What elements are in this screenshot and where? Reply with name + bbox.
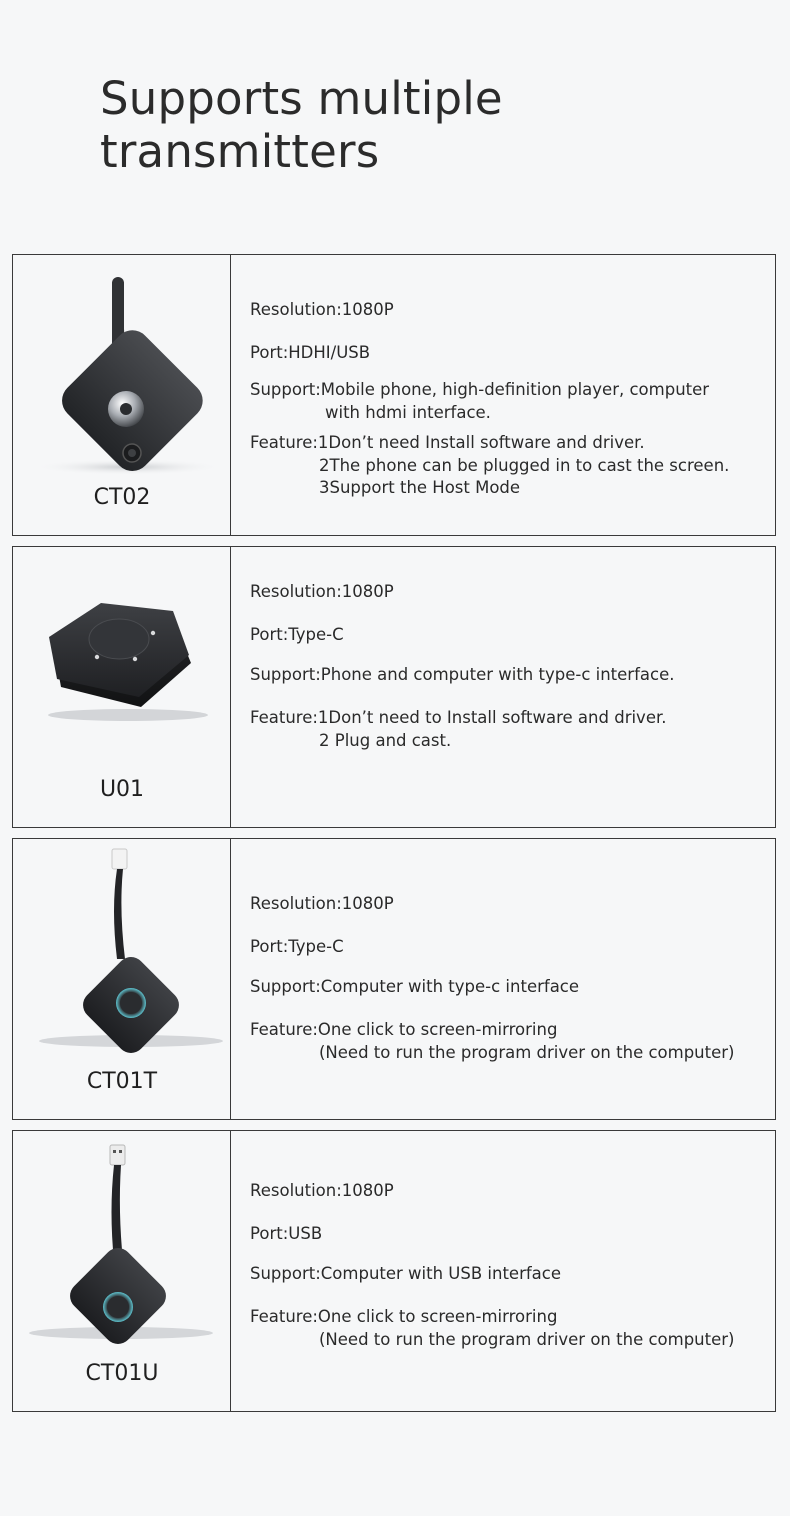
product-image-cell (13, 1131, 231, 1411)
spec-feature-line: 2 Plug and cast. (319, 730, 452, 750)
spec-feature-line: Feature:One click to screen-mirroring (250, 1020, 558, 1039)
product-card-u01 (12, 546, 776, 828)
spec-feature (250, 432, 729, 500)
page-title-line1: Supports multiple (100, 72, 503, 125)
product-image-cell (13, 547, 231, 827)
spec-feature-line: (Need to run the program driver on the computer) (319, 1042, 735, 1062)
model-name: CT02 (93, 485, 151, 510)
model-name: CT01T (86, 1069, 158, 1094)
model-name: CT01U (85, 1361, 159, 1386)
spec-feature-line: Feature:One click to screen-mirroring (250, 1307, 558, 1326)
spec-resolution: Resolution:1080P (250, 582, 394, 601)
spec-support-line: Support:Mobile phone, high-definition player, computer (250, 380, 710, 399)
spec-support (250, 379, 709, 424)
ct02-device-image (13, 255, 231, 485)
spec-cell (250, 1131, 770, 1411)
spec-cell (250, 255, 770, 535)
spec-port: Port:Type-C (250, 625, 344, 644)
product-image-cell (13, 839, 231, 1119)
ct01u-device-image (13, 1131, 231, 1361)
page-title-line2: transmitters (100, 125, 380, 178)
page-title (100, 72, 740, 178)
spec-support-line: with hdmi interface. (325, 402, 491, 422)
spec-feature-line: Feature:1Don’t need Install software and driver. (250, 433, 645, 452)
spec-feature-line: Feature:1Don’t need to Install software and driver. (250, 708, 667, 727)
model-name: U01 (99, 777, 145, 802)
spec-support (250, 664, 674, 687)
ct01t-device-image (13, 839, 231, 1069)
product-card-ct01u (12, 1130, 776, 1412)
spec-port: Port:USB (250, 1224, 323, 1243)
spec-port: Port:HDHI/USB (250, 343, 371, 362)
spec-cell (250, 839, 770, 1119)
spec-feature (250, 1306, 734, 1351)
spec-support-line: Support:Computer with USB interface (250, 1264, 562, 1283)
product-card-ct02 (12, 254, 776, 536)
spec-feature-line: 3Support the Host Mode (319, 478, 521, 497)
spec-resolution: Resolution:1080P (250, 1181, 394, 1200)
spec-port: Port:Type-C (250, 937, 344, 956)
spec-feature (250, 707, 667, 752)
product-card-ct01t (12, 838, 776, 1120)
spec-feature-line: (Need to run the program driver on the computer) (319, 1329, 735, 1349)
spec-feature-line: 2The phone can be plugged in to cast the screen. (319, 455, 730, 475)
spec-support-line: Support:Computer with type-c interface (250, 977, 580, 996)
spec-resolution: Resolution:1080P (250, 300, 394, 319)
spec-cell (250, 547, 770, 827)
u01-device-image (13, 547, 231, 777)
product-image-cell (13, 255, 231, 535)
spec-resolution: Resolution:1080P (250, 894, 394, 913)
spec-support-line: Support:Phone and computer with type-c interface. (250, 665, 675, 684)
spec-feature (250, 1019, 734, 1064)
spec-support (250, 976, 579, 999)
spec-support (250, 1263, 561, 1286)
